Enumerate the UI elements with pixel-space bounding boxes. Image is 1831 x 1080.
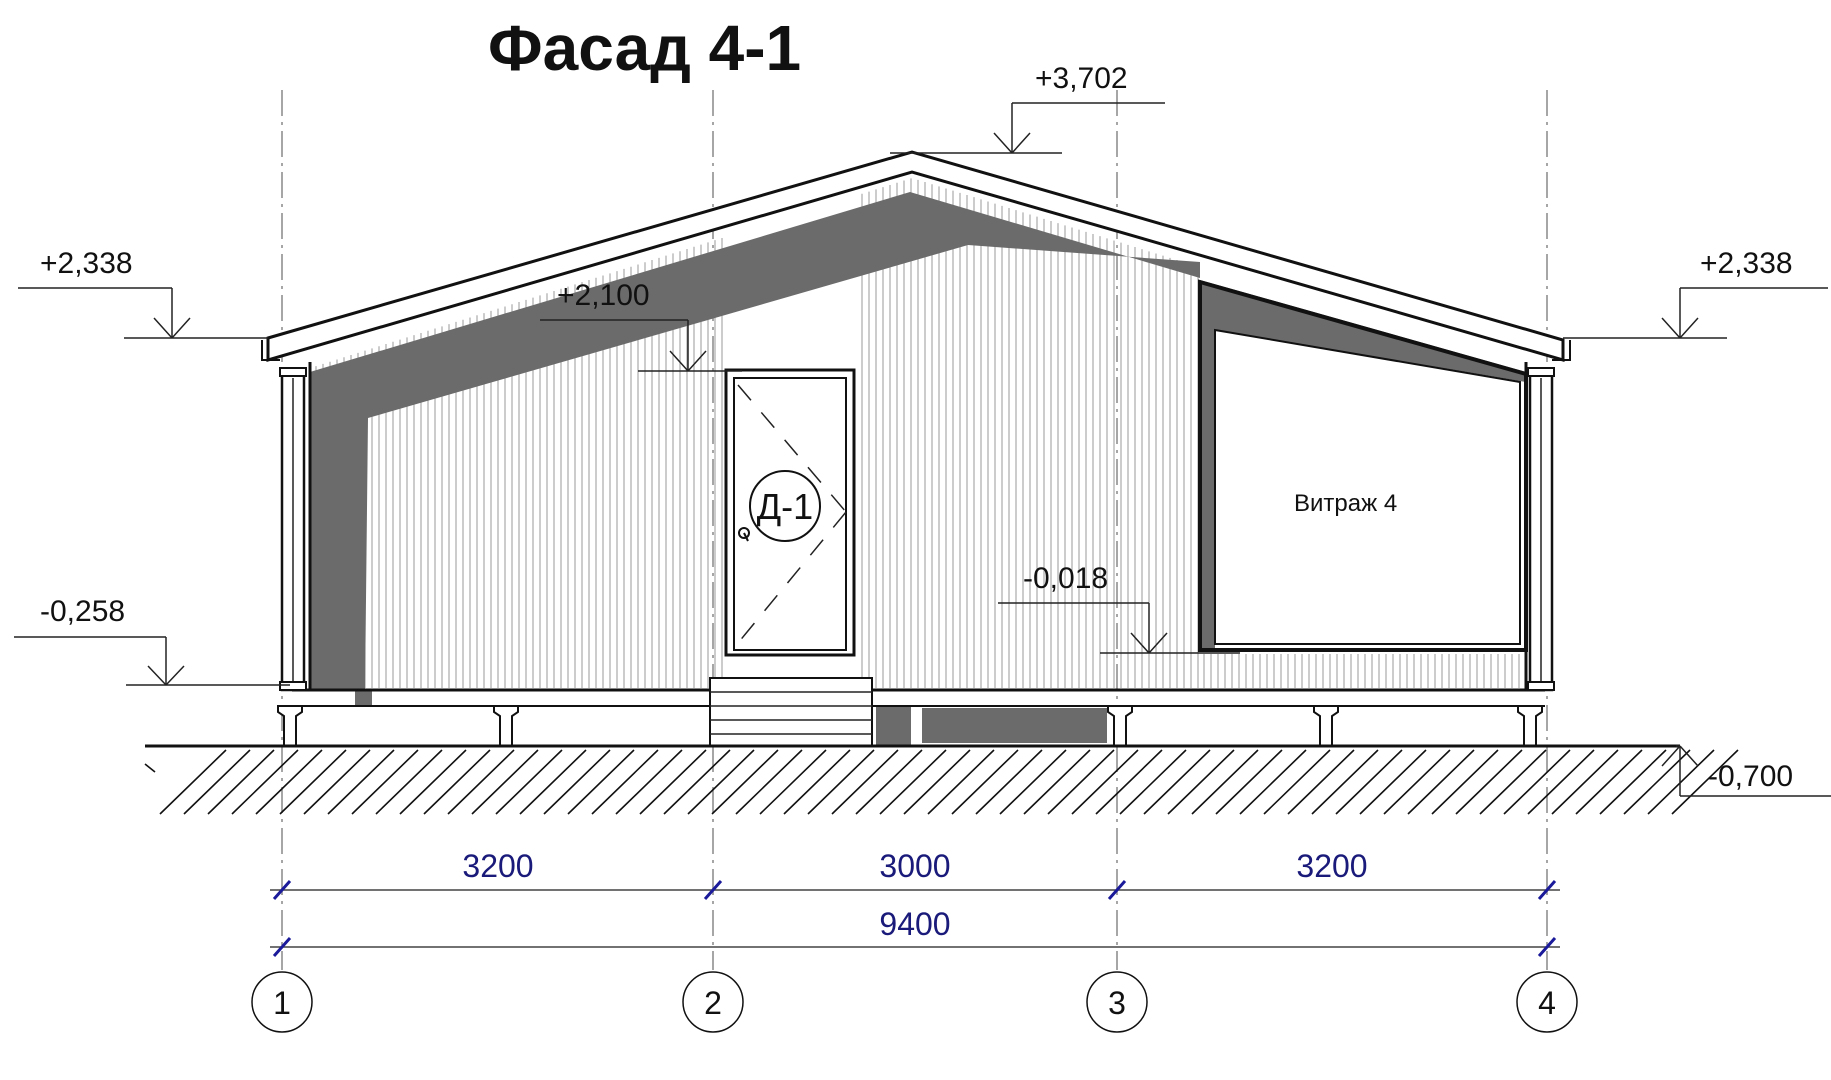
entrance-steps xyxy=(710,678,872,746)
dimension-span-1: 3200 xyxy=(462,848,534,884)
elevation-mark-eave-left xyxy=(18,247,268,338)
elevation-mark-floor xyxy=(14,595,290,685)
elevation-mark-ground xyxy=(1662,746,1831,796)
corner-column-right xyxy=(1528,368,1554,690)
svg-text:-0,258: -0,258 xyxy=(40,595,126,628)
elevation-mark-eave-right xyxy=(1563,247,1828,338)
axis-marker-1 xyxy=(252,972,312,1032)
elevation-mark-ridge xyxy=(890,62,1165,153)
svg-text:3: 3 xyxy=(1108,985,1126,1021)
window-label: Витраж 4 xyxy=(1294,490,1398,517)
svg-text:+2,338: +2,338 xyxy=(40,247,133,280)
door xyxy=(726,370,854,655)
svg-text:-0,700: -0,700 xyxy=(1708,760,1794,793)
dimension-chain-spans xyxy=(270,848,1560,899)
svg-text:+2,338: +2,338 xyxy=(1700,247,1793,280)
dimension-chain-total xyxy=(270,906,1560,956)
dimension-span-3: 3200 xyxy=(1296,848,1368,884)
axis-marker-2 xyxy=(683,972,743,1032)
dimension-span-2: 3000 xyxy=(879,848,951,884)
axis-marker-3 xyxy=(1087,972,1147,1032)
svg-text:2: 2 xyxy=(704,985,722,1021)
ground xyxy=(145,746,1738,814)
svg-text:4: 4 xyxy=(1538,985,1556,1021)
corner-column-left xyxy=(280,368,306,690)
dimension-total: 9400 xyxy=(879,906,951,942)
svg-text:+2,100: +2,100 xyxy=(557,279,650,312)
door-mark: Д-1 xyxy=(756,486,814,527)
drawing-title: Фасад 4-1 xyxy=(488,12,802,84)
axis-marker-4 xyxy=(1517,972,1577,1032)
svg-text:1: 1 xyxy=(273,985,291,1021)
svg-text:-0,018: -0,018 xyxy=(1023,562,1109,595)
svg-text:+3,702: +3,702 xyxy=(1035,62,1128,95)
